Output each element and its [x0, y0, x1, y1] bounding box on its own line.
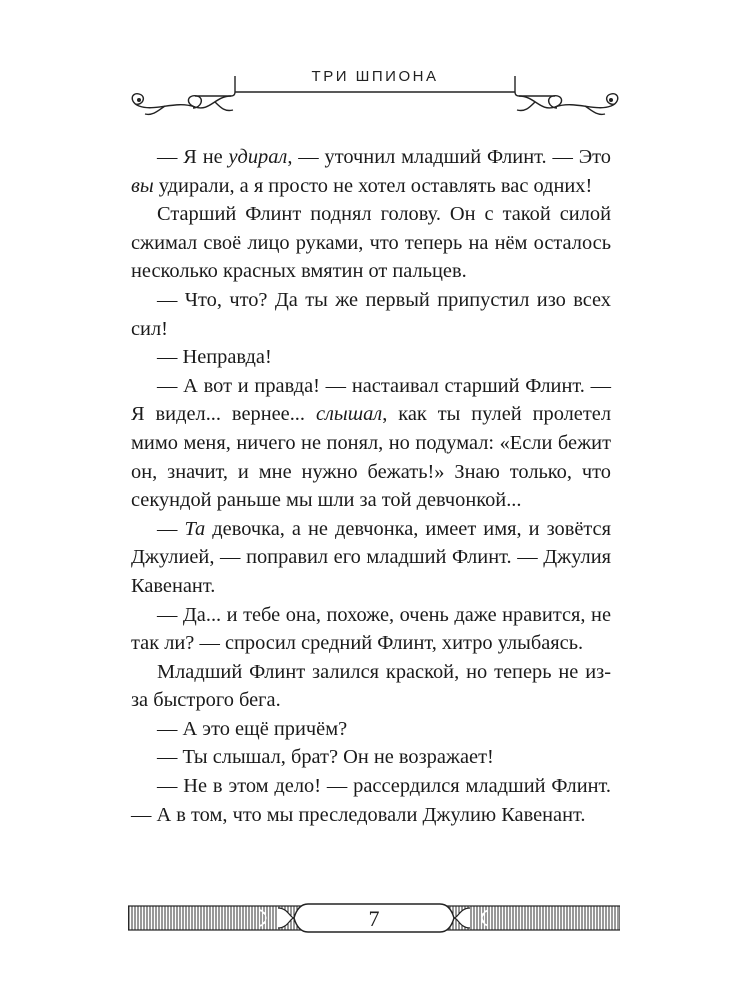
body-text: [131, 143, 611, 829]
running-header: [125, 62, 625, 126]
page-footer: [128, 900, 620, 936]
paragraph: — Что, что? Да ты же первый припустил изо всех сил!: [131, 288, 611, 340]
paragraph: — А это ещё причём?: [157, 717, 348, 740]
paragraph: Младший Флинт залился краской, но теперь не из-за быстрого бега.: [131, 660, 611, 712]
paragraph: — Ты слышал, брат? Он не возражает!: [157, 746, 494, 769]
page-number: 7: [368, 906, 380, 931]
paragraph: — А вот и правда! — настаивал старший Флинт. — Я видел... вернее... слышал, как ты пулей пролетел мимо меня, ничего не понял, но подумал: «Если бежит он, значит, и мне нужно бежать!» Знаю только, что секундой раньше мы шли за той девчонкой...: [131, 374, 611, 512]
paragraph: — Я не удирал, — уточнил младший Флинт. — Это вы удирали, а я просто не хотел оставлять вас одних!: [131, 146, 611, 197]
paragraph: — Не в этом дело! — рассердился младший Флинт. — А в том, что мы преследовали Джулию Кавенант.: [131, 775, 611, 826]
running-title: ТРИ ШПИОНА: [311, 68, 439, 85]
paragraph: — Неправда!: [157, 346, 272, 369]
paragraph: — Та девочка, а не девчонка, имеет имя, и зовётся Джулией, — поправил его младший Флинт. — Джулия Кавенант.: [131, 517, 611, 597]
paragraph: — Да... и тебе она, похоже, очень даже нравится, не так ли? — спросил средний Флинт, хитро улыбаясь.: [131, 603, 611, 655]
paragraph: Старший Флинт поднял голову. Он с такой силой сжимал своё лицо руками, что теперь на нём осталось несколько красных вмятин от пальцев.: [131, 203, 611, 283]
